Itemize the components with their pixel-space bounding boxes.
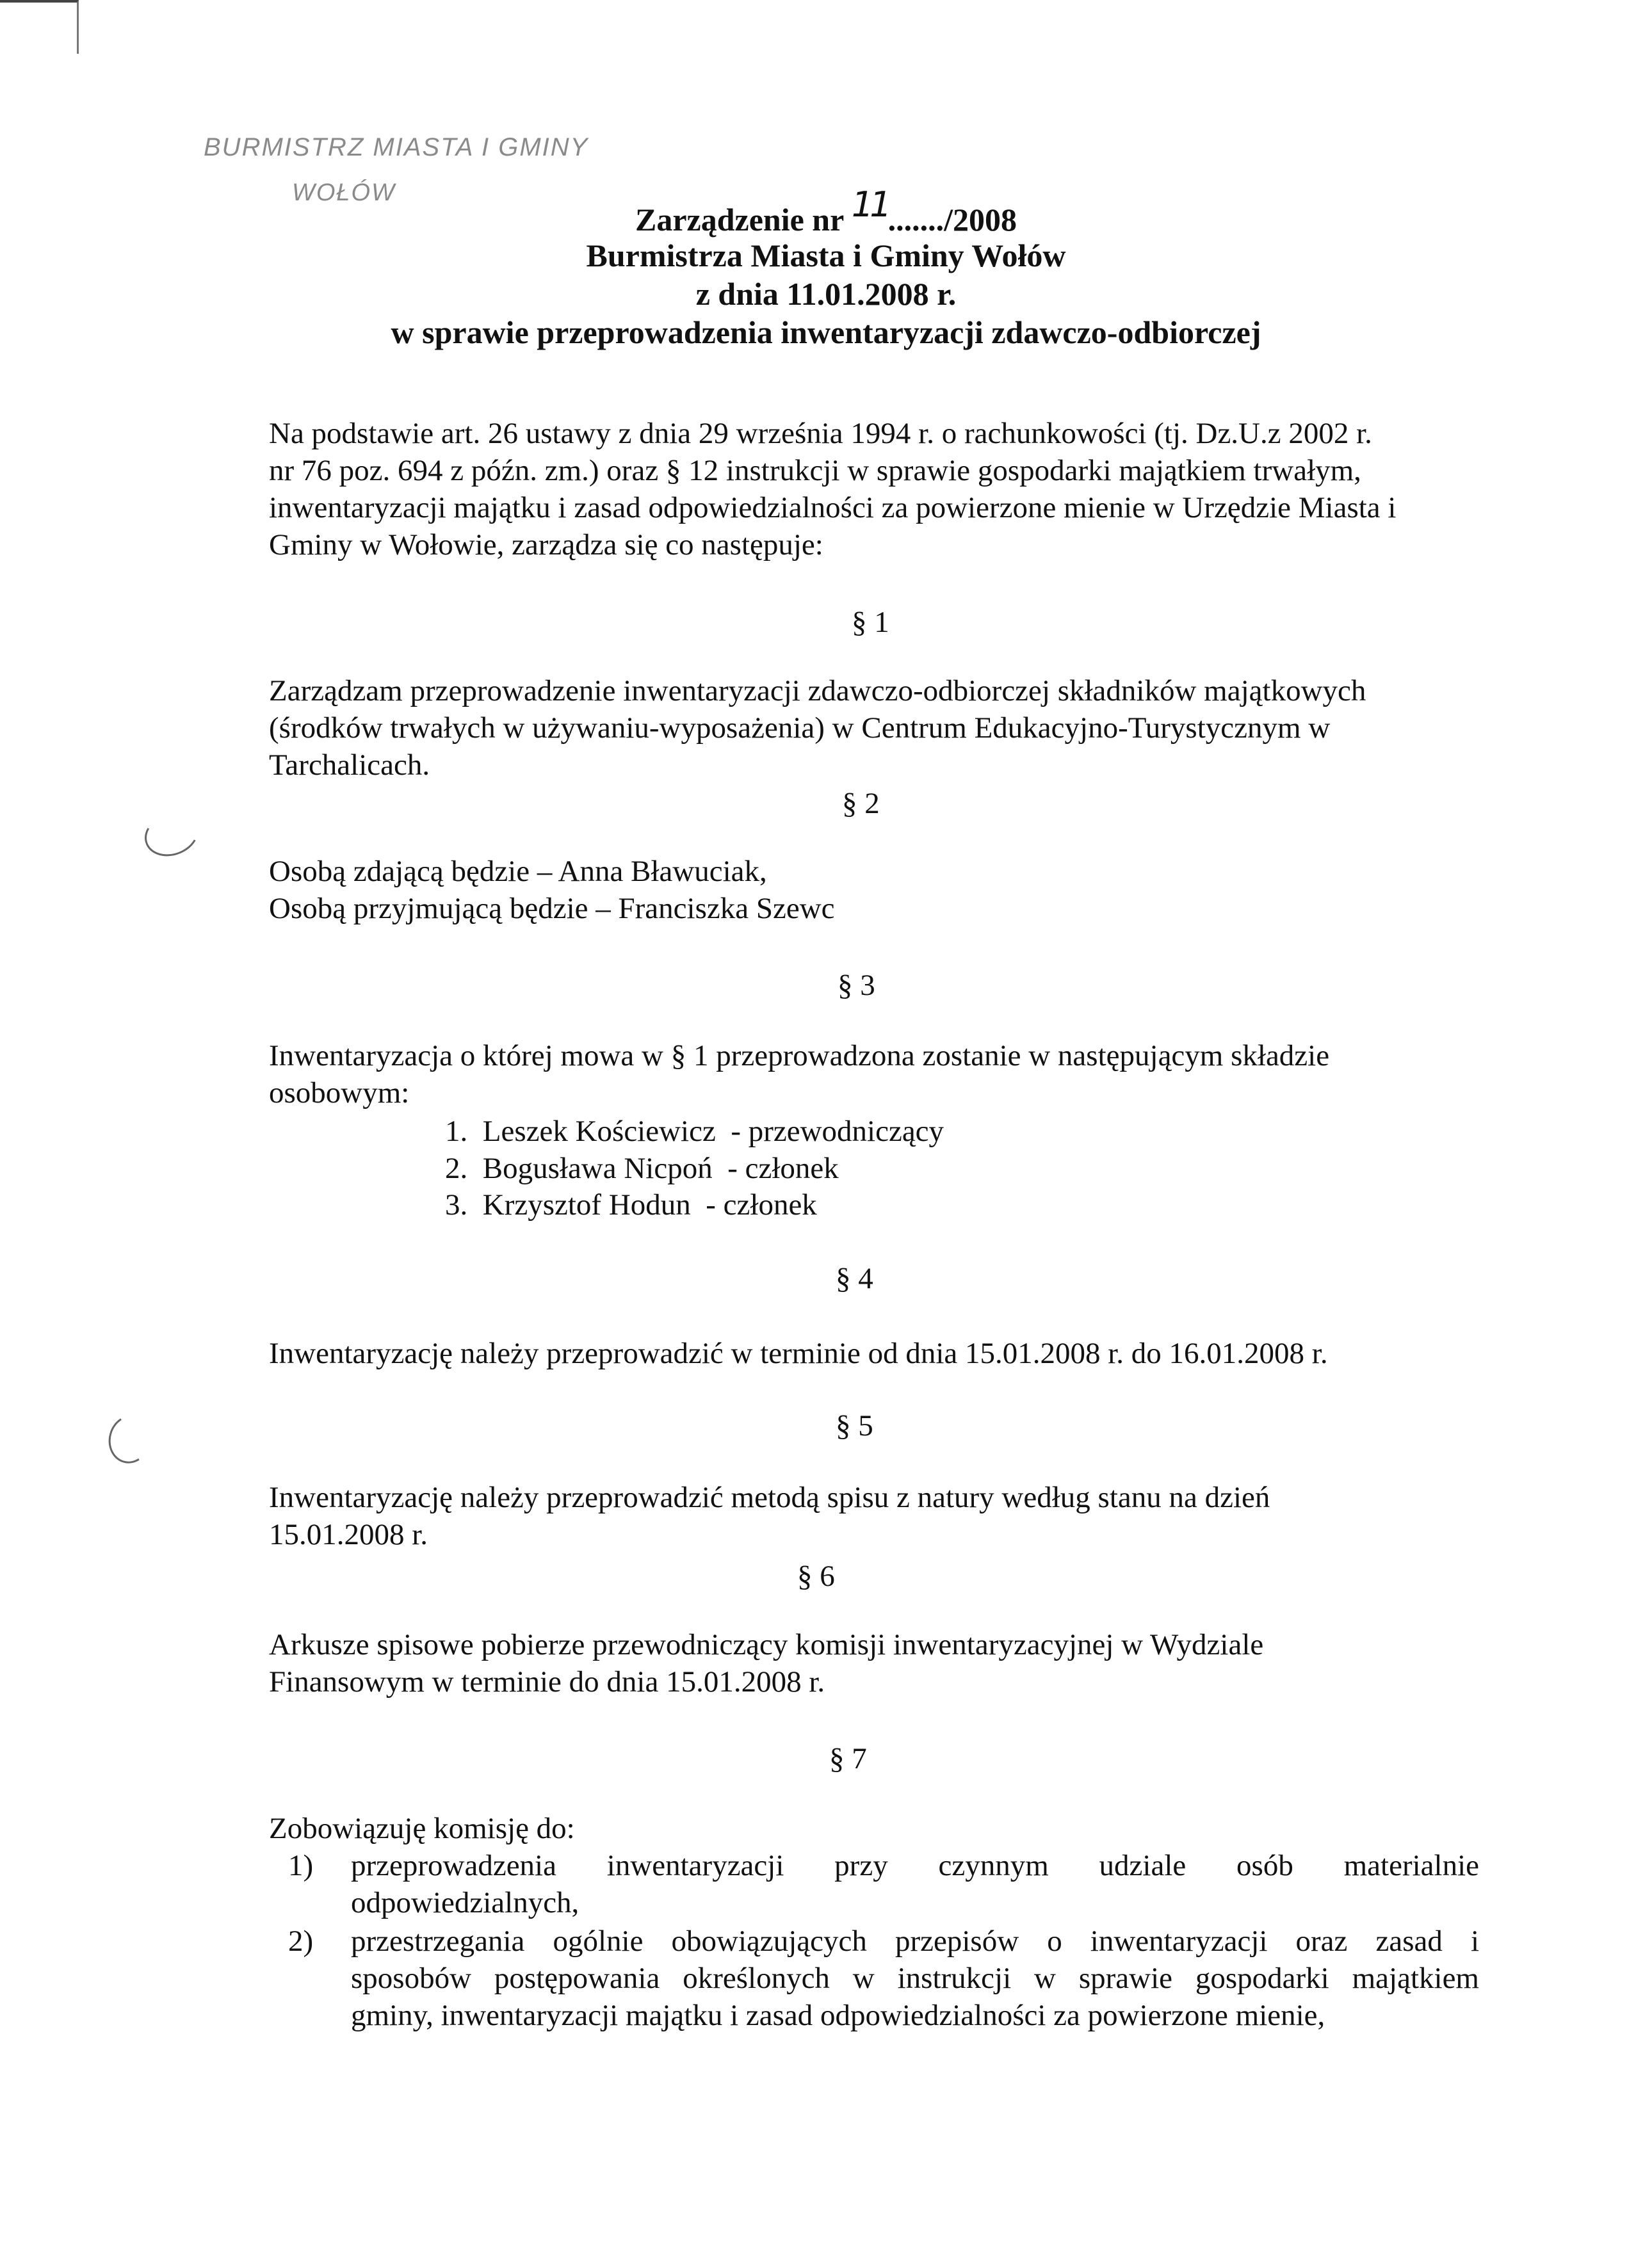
member-text: Leszek Kościewicz - przewodniczący — [482, 1115, 944, 1148]
obligation-line: przestrzegania ogólnie obowiązujących przepisów o inwentaryzacji oraz zasad i — [351, 1925, 1479, 1958]
body-line: Inwentaryzację należy przeprowadzić w terminie od dnia 15.01.2008 r. do 16.01.2008 r. — [269, 1337, 1328, 1370]
preamble-line: Gminy w Wołowie, zarządza się co następuje: — [269, 528, 823, 561]
obligation-line: gminy, inwentaryzacji majątku i zasad odpowiedzialności za powierzone mienie, — [351, 1999, 1325, 2032]
obligation-line: sposobów postępowania określonych w instrukcji w sprawie gospodarki majątkiem — [351, 1962, 1479, 1995]
section-6-body — [269, 1626, 1479, 1700]
date-line: z dnia 11.01.2008 r. — [695, 276, 957, 312]
section-1-heading: § 1 — [852, 606, 889, 639]
scan-corner-mark — [0, 0, 79, 54]
body-line: Tarchalicach. — [269, 748, 430, 782]
obligation-item — [351, 1923, 1479, 2034]
scan-smudge-left — [138, 805, 204, 863]
member-number: 3. — [445, 1188, 468, 1222]
issuer-line: Burmistrza Miasta i Gminy Wołów — [586, 238, 1066, 273]
body-line: Inwentaryzację należy przeprowadzić metodą spisu z natury według stanu na dzień — [269, 1481, 1270, 1514]
obligation-line: odpowiedzialnych, — [351, 1886, 579, 1919]
body-line: 15.01.2008 r. — [269, 1518, 428, 1551]
preamble — [269, 415, 1479, 563]
committee-member — [445, 1188, 817, 1222]
body-line: Arkusze spisowe pobierze przewodniczący komisji inwentaryzacyjnej w Wydziale — [269, 1628, 1264, 1661]
scan-smudge-left-lower — [103, 1410, 156, 1468]
body-line: Osobą zdającą będzie – Anna Bławuciak, — [269, 855, 767, 888]
title-suffix: ......./2008 — [887, 202, 1017, 238]
handwritten-number: 11 — [851, 184, 888, 225]
member-number: 1. — [445, 1115, 468, 1148]
section-5-body — [269, 1479, 1479, 1553]
section-1-body — [269, 672, 1479, 784]
section-2-body — [269, 853, 1479, 927]
body-line: Inwentaryzacja o której mowa w § 1 przeprowadzona zostanie w następującym składzie — [269, 1039, 1330, 1072]
section-5-heading: § 5 — [836, 1409, 873, 1442]
member-text: Bogusława Nicpoń - członek — [482, 1152, 839, 1185]
office-stamp-line2: WOŁÓW — [292, 179, 396, 206]
section-7-intro: Zobowiązuję komisję do: — [269, 1812, 575, 1845]
obligation-line: przeprowadzenia inwentaryzacji przy czynnym udziale osób materialnie — [351, 1849, 1479, 1882]
section-4-body — [269, 1335, 1550, 1372]
body-line: (środków trwałych w używaniu-wyposażenia) w Centrum Edukacyjno-Turystycznym w — [269, 711, 1331, 745]
obligation-item — [351, 1847, 1479, 1921]
section-4-heading: § 4 — [836, 1262, 873, 1295]
preamble-line: inwentaryzacji majątku i zasad odpowiedzialności za powierzone mienie w Urzędzie Miasta i — [269, 491, 1397, 524]
obligation-number: 1) — [288, 1849, 314, 1882]
office-stamp-line1: BURMISTRZ MIASTA I GMINY — [204, 133, 589, 161]
obligation-number: 2) — [288, 1925, 314, 1958]
body-line: Zarządzam przeprowadzenie inwentaryzacji zdawczo-odbiorczej składników majątkowych — [269, 674, 1366, 707]
title-prefix: Zarządzenie nr — [635, 202, 852, 238]
section-3-body — [269, 1037, 1479, 1111]
committee-member — [445, 1114, 944, 1149]
section-2-heading: § 2 — [842, 787, 880, 820]
body-line: Osobą przyjmującą będzie – Franciszka Szewc — [269, 892, 835, 925]
section-3-heading: § 3 — [838, 969, 875, 1002]
member-number: 2. — [445, 1152, 468, 1185]
section-6-heading: § 6 — [797, 1560, 835, 1593]
committee-member — [445, 1151, 839, 1186]
member-text: Krzysztof Hodun - członek — [482, 1188, 817, 1222]
subject-line: w sprawie przeprowadzenia inwentaryzacji zdawczo-odbiorczej — [391, 314, 1261, 350]
body-line: osobowym: — [269, 1076, 410, 1110]
preamble-line: Na podstawie art. 26 ustawy z dnia 29 września 1994 r. o rachunkowości (tj. Dz.U.z 2002 r. — [269, 417, 1372, 450]
section-7-heading: § 7 — [829, 1742, 867, 1775]
body-line: Finansowym w terminie do dnia 15.01.2008 r. — [269, 1665, 825, 1699]
preamble-line: nr 76 poz. 694 z późn. zm.) oraz § 12 instrukcji w sprawie gospodarki majątkiem trwałym, — [269, 454, 1361, 487]
